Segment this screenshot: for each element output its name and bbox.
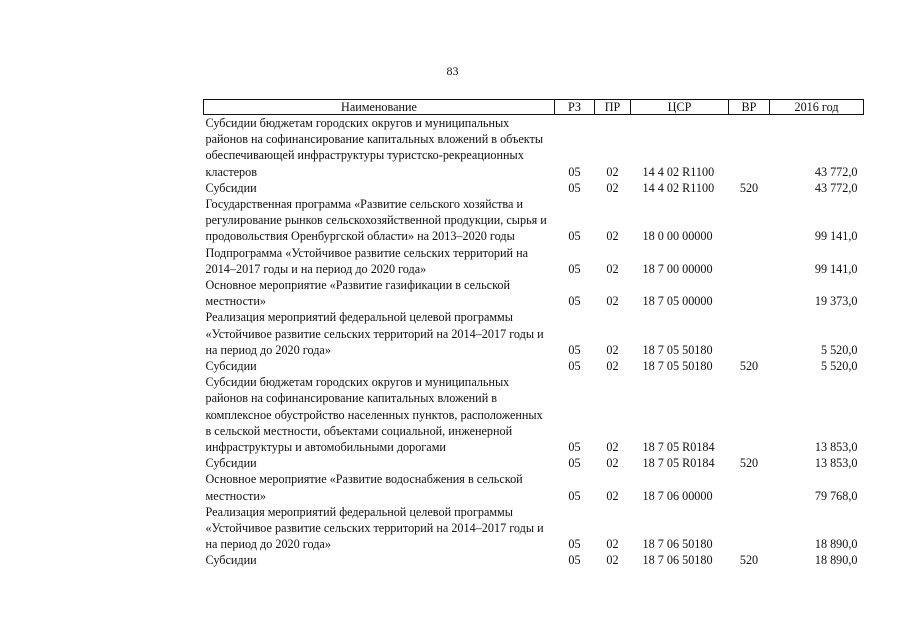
header-csr: ЦСР (631, 100, 729, 115)
row-vr (729, 374, 770, 455)
row-amount: 19 373,0 (814, 294, 858, 309)
row-amount: 43 772,0 (814, 164, 858, 179)
row-name: Субсидии (205, 359, 257, 374)
table-row (204, 455, 864, 471)
row-rz: 05 (568, 537, 581, 552)
row-rz: 05 (568, 342, 581, 357)
row-csr: 18 7 05 00000 (642, 294, 713, 309)
row-vr (729, 277, 770, 309)
row-rz: 05 (568, 294, 581, 309)
table-row (204, 180, 864, 196)
row-vr (729, 309, 770, 358)
row-name: Субсидии бюджетам городских округов и муниципальных районов на софинансирование капитальных вложений в комплексное обустройство населенных пунктов, расположенных в сельской местности, объектами социальной, инженерной инфраструктуры и автомобильными дорогами (205, 375, 543, 455)
row-csr: 18 7 06 00000 (642, 488, 713, 503)
table-header (204, 100, 864, 115)
header-pr: ПР (595, 100, 631, 115)
row-name: Субсидии (205, 456, 257, 471)
row-amount: 13 853,0 (814, 440, 858, 455)
row-csr: 18 7 06 50180 (642, 537, 713, 552)
row-rz: 05 (568, 553, 581, 568)
row-name: Подпрограмма «Устойчивое развитие сельских территорий на 2014–2017 годы и на период до 2020 года» (205, 245, 529, 276)
table-row (204, 504, 864, 553)
row-csr: 18 7 05 50180 (642, 359, 713, 374)
row-pr: 02 (606, 488, 619, 503)
row-amount: 79 768,0 (814, 488, 858, 503)
row-pr: 02 (606, 180, 619, 195)
row-name: Реализация мероприятий федеральной целевой программы «Устойчивое развитие сельских территорий на 2014–2017 годы и на период до 2020 года» (205, 504, 544, 552)
table-row (204, 196, 864, 245)
row-rz: 05 (568, 261, 581, 276)
row-amount: 43 772,0 (814, 180, 858, 195)
page-number: 83 (446, 64, 459, 78)
row-csr: 18 7 00 00000 (642, 261, 713, 276)
table-row (204, 358, 864, 374)
header-year: 2016 год (770, 100, 864, 115)
row-pr: 02 (606, 342, 619, 357)
row-amount: 99 141,0 (814, 229, 858, 244)
row-vr (729, 115, 770, 180)
table-body (204, 115, 864, 569)
table-row (204, 245, 864, 277)
table-row (204, 115, 864, 180)
row-csr: 14 4 02 R1100 (642, 164, 715, 179)
row-amount: 99 141,0 (814, 261, 858, 276)
row-vr (729, 196, 770, 245)
row-vr (729, 504, 770, 553)
row-name: Субсидии (205, 180, 257, 195)
row-rz: 05 (568, 456, 581, 471)
row-vr (729, 471, 770, 503)
row-amount: 5 520,0 (820, 359, 858, 374)
row-amount: 18 890,0 (814, 553, 858, 568)
row-name: Основное мероприятие «Развитие газификации в сельской местности» (205, 278, 510, 309)
table-row (204, 277, 864, 309)
row-vr: 520 (739, 359, 759, 374)
row-pr: 02 (606, 440, 619, 455)
row-vr: 520 (739, 180, 759, 195)
row-csr: 18 7 05 R0184 (642, 440, 715, 455)
row-rz: 05 (568, 488, 581, 503)
row-amount: 5 520,0 (820, 342, 858, 357)
row-pr: 02 (606, 537, 619, 552)
table-row (204, 471, 864, 503)
row-pr: 02 (606, 359, 619, 374)
row-pr: 02 (606, 164, 619, 179)
row-pr: 02 (606, 294, 619, 309)
row-csr: 14 4 02 R1100 (642, 180, 715, 195)
row-pr: 02 (606, 553, 619, 568)
header-name: Наименование (204, 100, 555, 115)
row-amount: 13 853,0 (814, 456, 858, 471)
row-csr: 18 7 05 50180 (642, 342, 713, 357)
row-pr: 02 (606, 456, 619, 471)
table-row (204, 552, 864, 568)
row-vr: 520 (739, 456, 759, 471)
row-rz: 05 (568, 440, 581, 455)
row-rz: 05 (568, 359, 581, 374)
row-pr: 02 (606, 261, 619, 276)
row-rz: 05 (568, 164, 581, 179)
row-vr (729, 245, 770, 277)
row-name: Реализация мероприятий федеральной целевой программы «Устойчивое развитие сельских территорий на 2014–2017 годы и на период до 2020 года» (205, 310, 544, 357)
row-name: Субсидии бюджетам городских округов и муниципальных районов на софинансирование капитальных вложений в объекты обеспечивающей инфраструктуры туристско-рекреационных кластеров (205, 116, 544, 179)
row-rz: 05 (568, 229, 581, 244)
row-rz: 05 (568, 180, 581, 195)
row-amount: 18 890,0 (814, 537, 858, 552)
row-name: Основное мероприятие «Развитие водоснабжения в сельской местности» (205, 472, 523, 503)
row-name: Государственная программа «Развитие сельского хозяйства и регулирование рынков сельскохозяйственной продукции, сырья и продовольствия Оренбургской области» на 2013–2020 годы (205, 197, 547, 244)
row-pr: 02 (606, 229, 619, 244)
row-name: Субсидии (205, 553, 257, 568)
budget-table (203, 99, 864, 569)
header-rz: РЗ (555, 100, 595, 115)
header-vr: ВР (729, 100, 770, 115)
row-vr: 520 (739, 553, 759, 568)
row-csr: 18 7 05 R0184 (642, 456, 715, 471)
row-csr: 18 0 00 00000 (642, 229, 713, 244)
table-row (204, 374, 864, 455)
row-csr: 18 7 06 50180 (642, 553, 713, 568)
table-row (204, 309, 864, 358)
